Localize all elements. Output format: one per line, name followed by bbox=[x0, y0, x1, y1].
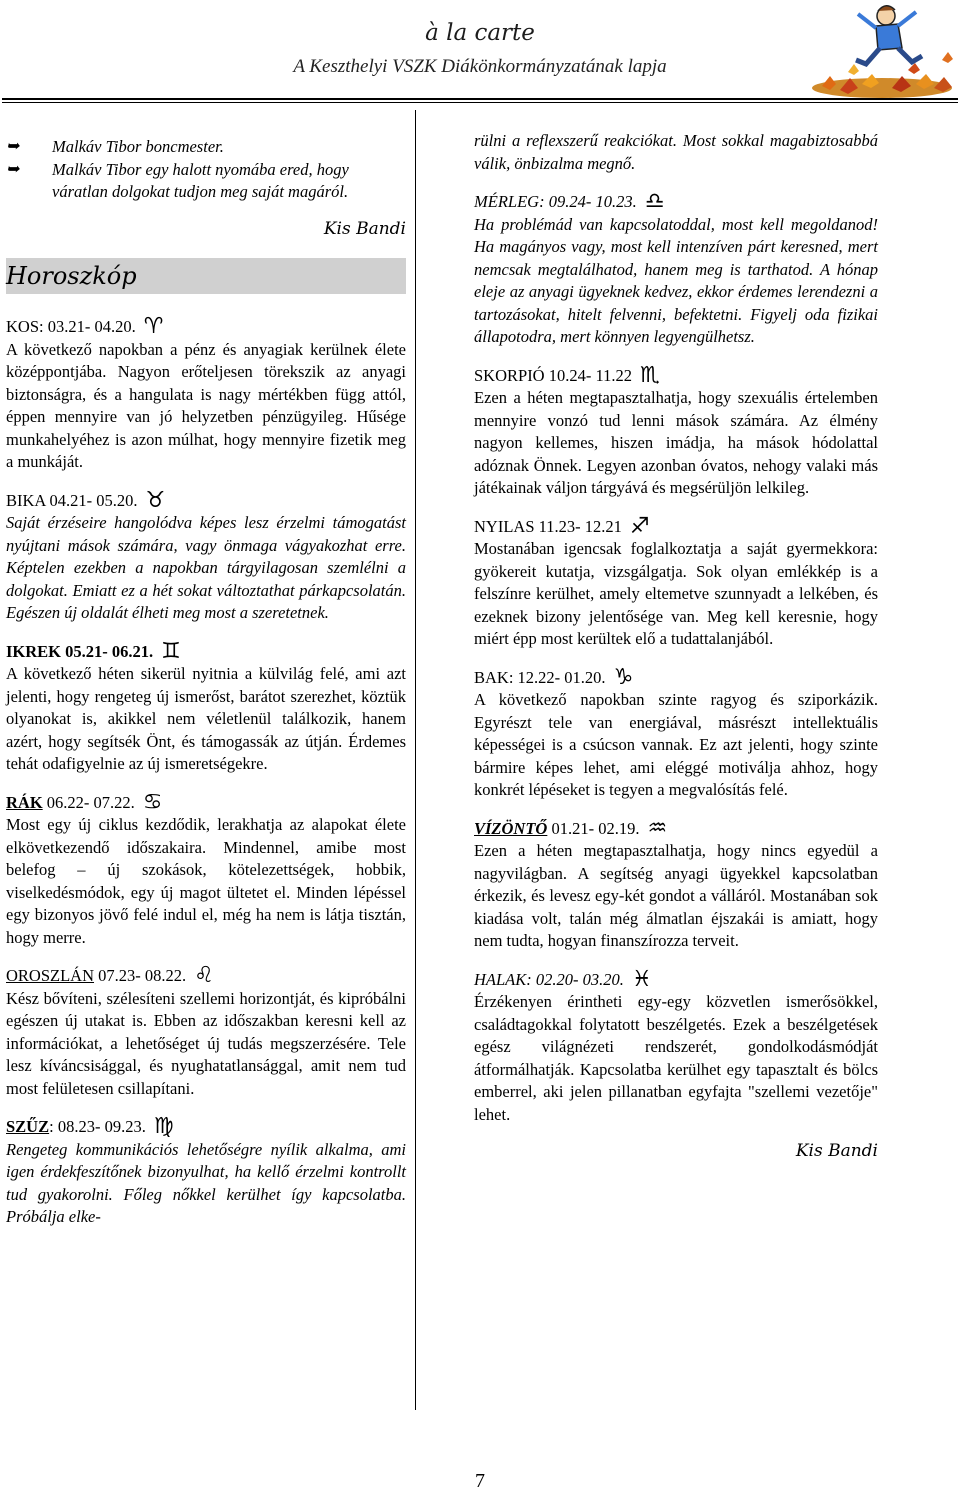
taurus-icon: ♉ bbox=[145, 487, 166, 513]
zodiac-dates: 04.21- 05.20. bbox=[45, 490, 138, 510]
zodiac-dates: : 02.20- 03.20. bbox=[526, 969, 624, 989]
zodiac-name: VÍZÖNTŐ bbox=[474, 818, 548, 838]
zodiac-text: Most egy új ciklus kezdődik, lerakhatja az alapokat élete elkövetkezendő időszakaira. Mindennel, amibe most belefog – új szokások, kötelezettségek, hobbik, viselkedésmódok, egy új magot ültetet el. Minden lépéssel egy bizonyos jövő felé indul el, még ha nem is látja tisztán, hogy merre. bbox=[6, 815, 406, 947]
leo-icon: ♌ bbox=[194, 963, 214, 988]
zodiac-dates: : 09.24- 10.23. bbox=[539, 192, 637, 211]
zodiac-dates: 06.22- 07.22. bbox=[42, 792, 135, 812]
zodiac-dates: 11.23- 12.21 bbox=[534, 516, 622, 536]
zodiac-text: rülni a reflexszerű reakciókat. Most sokkal magabiztosabbá válik, önbizalma megnő. bbox=[474, 131, 878, 173]
column-divider bbox=[415, 110, 416, 1410]
zodiac-text: Mostanában igencsak foglalkoztatja a saját gyermekkora: gyökereit kutatja, vizsgálgatja. Sok olyan emlékkép is a felszínre kerülhet, amely eltemetve szunnyadt a lelkében, és ezeknek bizony jelentősége van. Meg kell keresnie, hogy miért épp most kerültek elő a tudattalanjából. bbox=[474, 539, 878, 648]
zodiac-dates: : 08.23- 09.23. bbox=[49, 1117, 146, 1136]
aries-icon: ♈ bbox=[143, 314, 164, 339]
zodiac-entry-szuz bbox=[6, 1116, 406, 1229]
zodiac-text: A következő napokban a pénz és anyagiak kerülnek élete középpontjába. Nagyon erőteljesen törekszik az anyagi biztonságra, és a hangulata is nagy mértékben függ attól, éppen mennyire van jó helyzetben pénzügyileg. Hűsége munkahelyéhez is azon múlhat, hogy mennyire fizetik meg a munkáját. bbox=[6, 339, 406, 471]
bullet-item: ➥ Malkáv Tibor boncmester. bbox=[6, 136, 406, 159]
zodiac-entry-merleg bbox=[474, 191, 878, 349]
zodiac-name: IKREK bbox=[6, 641, 62, 661]
zodiac-name: BAK bbox=[474, 667, 509, 687]
zodiac-name: SKORPIÓ bbox=[474, 365, 545, 385]
zodiac-name: OROSZLÁN bbox=[6, 966, 95, 985]
article-signature: Kis Bandi bbox=[795, 1141, 878, 1161]
cancer-icon: ♋ bbox=[142, 789, 163, 815]
zodiac-entry-ikrek bbox=[6, 638, 406, 776]
article-signature: Kis Bandi bbox=[323, 218, 406, 239]
pisces-icon: ♓ bbox=[631, 966, 652, 992]
section-title: Horoszkóp bbox=[6, 258, 406, 294]
zodiac-text: Ezen a héten megtapasztalhatja, hogy nincs egyedül a nagyvilágban. A segítség anyagi ügyekkel kapcsolatban érkezik, és levesz egy-két gondot a válláról. Mostanában sok kiadása volt, talán még álmatlan éjszakái is amiatt, hogy nem tudta, hogyan finanszírozza terveit. bbox=[474, 841, 878, 950]
zodiac-name: KOS bbox=[6, 317, 40, 336]
zodiac-text: A következő napokban szinte ragyog és sziporkázik. Egyrészt tele van energiával, másrészt intellektuális képességei is a csúcson vannak. Ez azt jelenti, hogy szinte bármire képes lehet, ami eléggé motiválja ahhoz, hogy konkrét lépéseket is tegyen a megvalósítás felé. bbox=[474, 690, 878, 799]
sagittarius-icon: ♐ bbox=[629, 513, 650, 539]
zodiac-name: NYILAS bbox=[474, 516, 535, 536]
zodiac-dates: 05.21- 06.21. bbox=[61, 641, 154, 661]
zodiac-entry-skorpio bbox=[474, 362, 878, 500]
zodiac-dates: 07.23- 08.22. bbox=[94, 966, 187, 985]
zodiac-entry-kos bbox=[6, 316, 406, 474]
newsletter-title: à la carte bbox=[425, 20, 535, 46]
right-column bbox=[474, 130, 878, 1163]
header-clipart-logo bbox=[812, 2, 957, 98]
scorpio-icon: ♏ bbox=[640, 362, 660, 388]
left-column bbox=[6, 136, 406, 1229]
zodiac-name: BIKA bbox=[6, 490, 46, 510]
bullet-item: ➥ Malkáv Tibor egy halott nyomába ered, hogy váratlan dolgokat tudjon meg saját magáról. bbox=[6, 159, 349, 201]
zodiac-dates: : 12.22- 01.20. bbox=[508, 667, 606, 687]
zodiac-name: HALAK bbox=[474, 969, 527, 989]
zodiac-entry-bak bbox=[474, 664, 878, 802]
header-rule-thin bbox=[2, 102, 958, 103]
zodiac-name: SZŰZ bbox=[6, 1117, 50, 1136]
zodiac-dates: 01.21- 02.19. bbox=[547, 818, 640, 838]
zodiac-name: MÉRLEG bbox=[474, 192, 540, 211]
arrow-bullet-icon: ➥ bbox=[6, 138, 20, 155]
zodiac-entry-halak bbox=[474, 966, 878, 1127]
zodiac-text: A következő héten sikerül nyitnia a külvilág felé, ami azt jelenti, hogy rengeteg új ismerőst, barátot szerezhet, köztük olyanokat is, akikkel nem véletlenül találkozik, hanem azért, hogy segítsék Önt, és támogassák az útján. Érdemes tehát odafigyelnie az új ismeretségekre. bbox=[6, 664, 406, 773]
zodiac-entry-oroszlan bbox=[6, 965, 406, 1100]
zodiac-name: RÁK bbox=[6, 792, 43, 812]
newsletter-subtitle: A Keszthelyi VSZK Diákönkormányzatának lapja bbox=[293, 56, 667, 77]
gemini-icon: ♊ bbox=[161, 638, 181, 664]
zodiac-text: Érzékenyen érintheti egy-egy közvetlen ismerősökkel, családtagokkal folytatott beszélgetés. Ezek a beszélgetések egész világnézeti rendszerét, gondolkodásmódját átformálhatják. Kapcsolatba kerülhet egy tapasztalt és bölcs emberrel, aki jelen pillanatban egyfajta "szellemi vezetője" lehet. bbox=[474, 992, 878, 1124]
zodiac-entry-rak bbox=[6, 789, 406, 950]
zodiac-text: Ezen a héten megtapasztalhatja, hogy szexuális értelemben mennyire vonzó tud lenni mások számára. Az élmény nagyon kellemes, hiszen imádja, ha mások hódolattal adóznak Önnek. Legyen azonban óvatos, nehogy valaki más játékainak váljon tárgyává és megsérüljön lelkileg. bbox=[474, 388, 878, 497]
arrow-bullet-icon: ➥ bbox=[6, 160, 20, 178]
jumping-figure bbox=[856, 6, 922, 64]
zodiac-entry-bika bbox=[6, 487, 406, 625]
virgo-icon: ♍ bbox=[153, 1114, 174, 1139]
zodiac-text: Saját érzéseire hangolódva képes lesz érzelmi támogatást nyújtani mások számára, vagy önmaga vágyakozhat erre. Képtelen ezekben a napokban tárgyilagosan szemlélni a dolgokat. Emiatt ez a hét sokat változtathat párkapcsolatán. Egészen új oldalát élheti meg most a szeretetnek. bbox=[6, 513, 406, 622]
zodiac-entry-vizonto bbox=[474, 815, 878, 953]
zodiac-entry-nyilas bbox=[474, 513, 878, 651]
capricorn-icon: ♑ bbox=[613, 664, 634, 690]
zodiac-text: Kész bővíteni, szélesíteni szellemi horizontját, és kipróbálni egészen új utakat is. Ebben az időszakban keresni kell az információkat, a lehetőséget új tudás megszerzésére. Tele lesz kíváncsisággal, és nyughatatlansággal, amit nem tud most felületesen csillapítani. bbox=[6, 988, 406, 1098]
aquarius-icon: ♒ bbox=[647, 815, 668, 841]
page-number: 7 bbox=[475, 1470, 485, 1492]
libra-icon: ♎ bbox=[644, 189, 665, 214]
header-rule bbox=[2, 98, 958, 100]
zodiac-dates: 10.24- 11.22 bbox=[544, 365, 632, 385]
zodiac-text: Rengeteg kommunikációs lehetőségre nyílik alkalma, ami igen érdekfeszítőnek bizonyulhat, ha kellő érzelmi kontrollt tud gyakorolni. Főleg nőkkel kerülhet így kapcsolatba. Próbálja elke- bbox=[6, 1139, 406, 1226]
zodiac-entry-szuz-continued bbox=[474, 130, 878, 175]
zodiac-dates: : 03.21- 04.20. bbox=[39, 317, 136, 336]
zodiac-text: Ha problémád van kapcsolatoddal, most kell megoldanod! Ha magányos vagy, most kell intenzíven párt keresned, mert nemcsak megtalálhatod, hanem meg is tarthatod. A hónap eleje az anyagi ügyeknek kedvez, ekkor érdemes lerendezni a tartozásokat, hitelt felvenni, befektetni. Figyelj oda fizikai állapotodra, mert könnyen legyengülhetsz. bbox=[474, 214, 878, 346]
